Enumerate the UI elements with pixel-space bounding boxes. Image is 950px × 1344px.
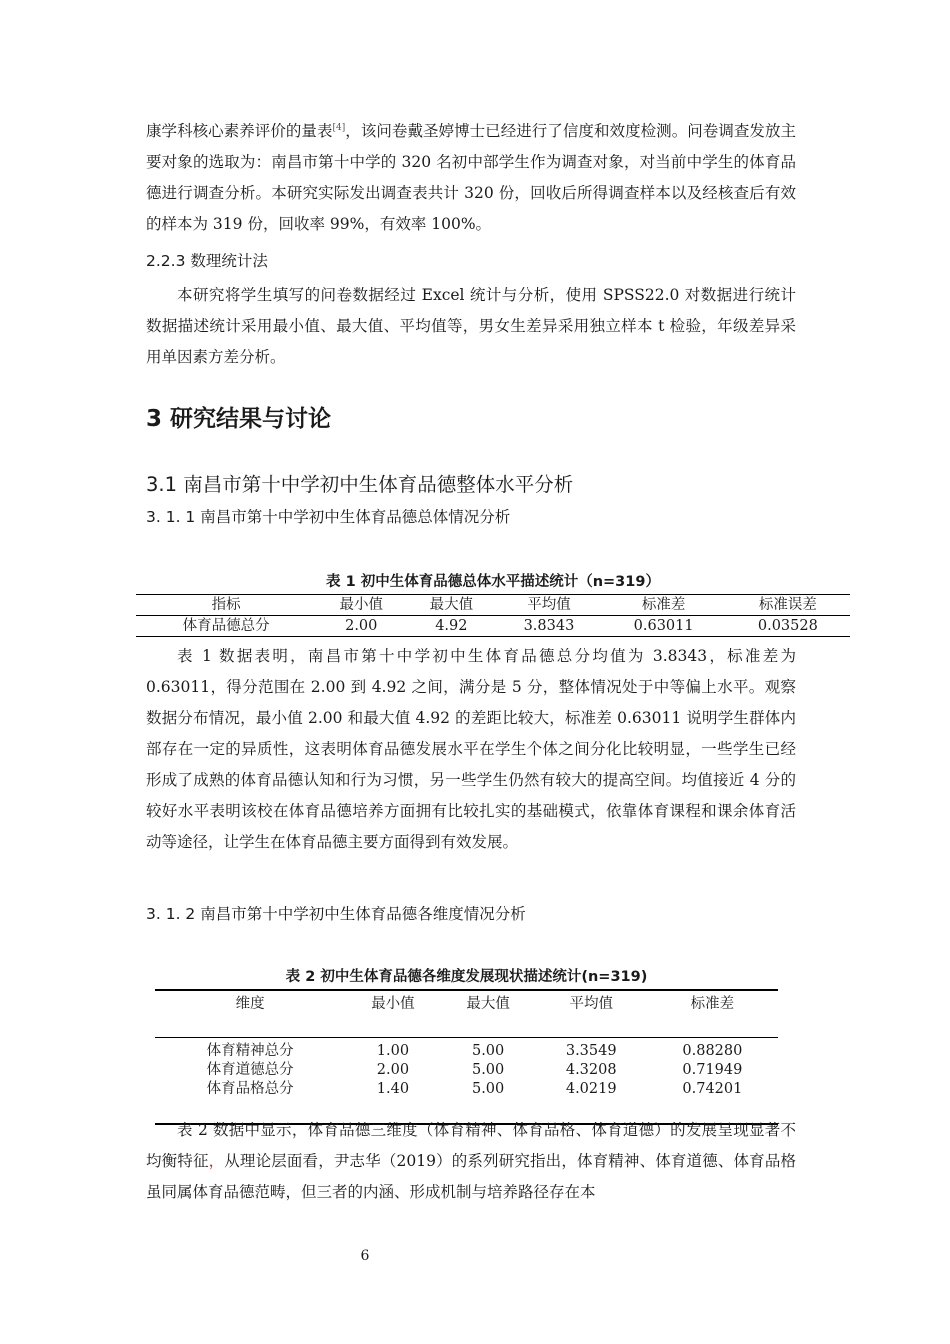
table1-header-cell: 平均值 bbox=[496, 595, 601, 616]
subsection-title-311: 3. 1. 1 南昌市第十中学初中生体育品德总体情况分析 bbox=[146, 508, 511, 526]
table2-header-row bbox=[155, 990, 778, 1038]
table2-cell: 0.74201 bbox=[682, 1081, 743, 1097]
table2-header-cell: 标准差 bbox=[647, 990, 778, 1038]
table1-cell: 体育品德总分 bbox=[182, 618, 270, 634]
table2 bbox=[155, 989, 778, 1125]
table1-cell: 0.63011 bbox=[633, 618, 694, 634]
section-title-31: 3.1 南昌市第十中学初中生体育品德整体水平分析 bbox=[146, 473, 574, 496]
subsection-title-312: 3. 1. 2 南昌市第十中学初中生体育品德各维度情况分析 bbox=[146, 905, 526, 923]
table1-caption: 表 1 初中生体育品德总体水平描述统计（n=319） bbox=[326, 574, 660, 590]
table-row bbox=[155, 1061, 778, 1080]
page-number: 6 bbox=[360, 1248, 370, 1264]
table1-header-cell: 标准差 bbox=[602, 595, 726, 616]
intro-text-a: 康学科核心素养评价的量表 bbox=[146, 122, 333, 140]
table2-analysis-paragraph bbox=[146, 1115, 796, 1208]
table2-cell: 2.00 bbox=[376, 1062, 410, 1078]
table2-header-cell: 最小值 bbox=[345, 990, 440, 1038]
table1-cell: 4.92 bbox=[435, 618, 468, 634]
para4-text-b: 从理论层面看，尹志华（2019）的系列研究指出，体育精神、体育道德、体育品格虽同属体育品德范畴，但三者的内涵、形成机制与培养路径存在本 bbox=[146, 1152, 796, 1201]
table2-header-cell: 最大值 bbox=[441, 990, 536, 1038]
table1-header-row bbox=[136, 595, 850, 616]
red-comma-mark: ， bbox=[208, 1152, 225, 1170]
table2-cell: 1.00 bbox=[376, 1043, 410, 1059]
table2-cell: 4.3208 bbox=[565, 1062, 617, 1078]
table2-header-cell: 维度 bbox=[155, 990, 345, 1038]
table-row bbox=[136, 616, 850, 637]
table2-cell: 体育道德总分 bbox=[206, 1062, 294, 1078]
table2-caption: 表 2 初中生体育品德各维度发展现状描述统计(n=319) bbox=[285, 969, 648, 985]
table2-cell: 5.00 bbox=[471, 1081, 505, 1097]
table2-cell: 3.3549 bbox=[565, 1043, 617, 1059]
table2-cell: 5.00 bbox=[471, 1043, 505, 1059]
table1-cell: 2.00 bbox=[345, 618, 378, 634]
intro-paragraph bbox=[146, 116, 796, 240]
table2-cell: 体育精神总分 bbox=[206, 1043, 294, 1059]
table2-header-cell: 平均值 bbox=[536, 990, 647, 1038]
subsection-heading-223: 2.2.3 数理统计法 bbox=[146, 252, 268, 270]
table1-header-cell: 标准误差 bbox=[726, 595, 850, 616]
table2-cell: 4.0219 bbox=[565, 1081, 617, 1097]
table2-cell: 1.40 bbox=[376, 1081, 410, 1097]
table1-header-cell: 最小值 bbox=[316, 595, 406, 616]
table1-cell: 0.03528 bbox=[757, 618, 818, 634]
table2-cell: 5.00 bbox=[471, 1062, 505, 1078]
table2-cell: 体育品格总分 bbox=[206, 1081, 294, 1097]
chapter-title: 3 研究结果与讨论 bbox=[146, 406, 332, 432]
table1 bbox=[136, 594, 850, 637]
table1-header-cell: 最大值 bbox=[406, 595, 496, 616]
intro-text-b: ，该问卷戴圣婷博士已经进行了信度和效度检测。问卷调查发放主要对象的选取为：南昌市第十中学的 320 名初中部学生作为调查对象，对当前中学生的体育品德进行调查分析。本研究实际发出调查表共计 320 份，回收后所得调查样本以及经核查后有效的样本为 319 份，回收率 99%，有效率 100%。 bbox=[146, 122, 796, 233]
para4-text-a: 表 2 数据中显示，体育品德三维度（体育精神、体育品格、体育道德）的发展呈现显著不均衡特征 bbox=[146, 1121, 796, 1170]
table2-cell: 0.71949 bbox=[682, 1062, 743, 1078]
table1-analysis-paragraph: 表 1 数据表明，南昌市第十中学初中生体育品德总分均值为 3.8343，标准差为 0.63011，得分范围在 2.00 到 4.92 之间，满分是 5 分，整体情况处于中等偏上水平。观察数据分布情况，最小值 2.00 和最大值 4.92 的差距比较大，标准差 0.63011 说明学生群体内部存在一定的异质性，这表明体育品德发展水平在学生个体之间分化比较明显，一些学生已经形成了成熟的体育品德认知和行为习惯，另一些学生仍然有较大的提高空间。均值接近 4 分的较好水平表明该校在体育品德培养方面拥有比较扎实的基础模式，依靠体育课程和课余体育活动等途径，让学生在体育品德主要方面得到有效发展。 bbox=[146, 647, 796, 851]
table1-cell: 3.8343 bbox=[523, 618, 575, 634]
citation-marker: [4] bbox=[332, 122, 346, 133]
table2-cell: 0.88280 bbox=[682, 1043, 743, 1059]
stats-method-paragraph: 本研究将学生填写的问卷数据经过 Excel 统计与分析，使用 SPSS22.0 对数据进行统计数据描述统计采用最小值、最大值、平均值等，男女生差异采用独立样本 t 检验，年级差异采用单因素方差分析。 bbox=[146, 286, 796, 366]
table-row bbox=[155, 1038, 778, 1062]
table1-header-cell: 指标 bbox=[136, 595, 316, 616]
